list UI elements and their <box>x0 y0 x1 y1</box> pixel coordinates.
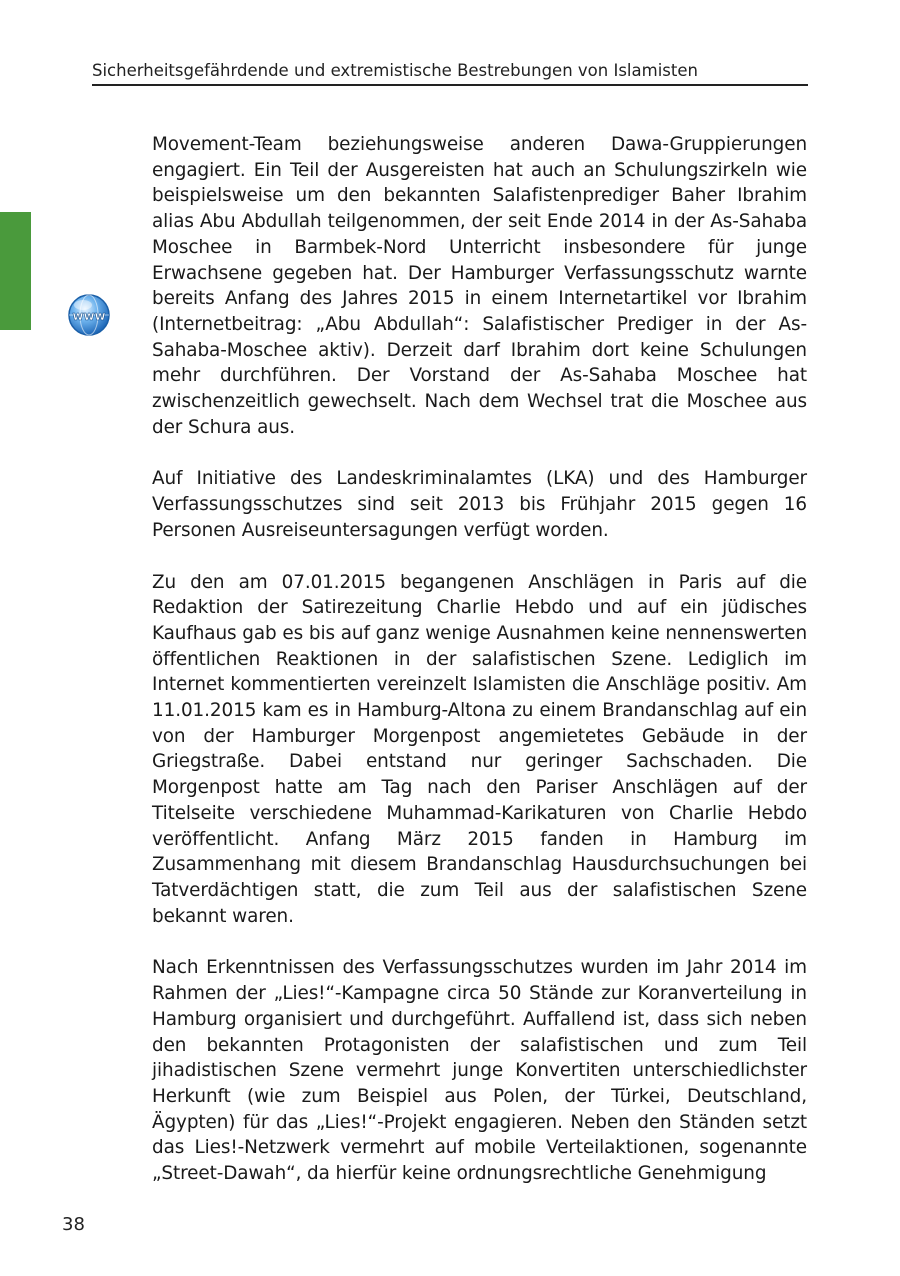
chapter-side-tab <box>0 212 31 330</box>
body-text <box>152 132 807 1213</box>
header-rule <box>92 84 808 86</box>
www-globe-graphic <box>67 293 111 337</box>
paragraph-2: Auf Initiative des Landeskriminalamtes (LKA) und des Hamburger Verfassungsschutzes sind seit 2013 bis Frühjahr 2015 gegen 16 Personen Ausreiseuntersagungen verfügt worden. <box>152 468 807 541</box>
page-number: 38 <box>62 1214 85 1235</box>
running-header: Sicherheitsgefährdende und extremistische Bestrebungen von Islamisten <box>92 61 698 80</box>
www-icon[interactable] <box>67 293 111 337</box>
www-icon-label: www <box>72 309 106 323</box>
paragraph-1: Movement-Team beziehungsweise anderen Dawa-Gruppierungen engagiert. Ein Teil der Ausgereisten hat auch an Schulungszirkeln wie beispielsweise um den bekannten Salafistenprediger Baher Ibrahim alias Abu Abdullah teilgenommen, der seit Ende 2014 in der As-Sahaba Moschee in Barmbek-Nord Unterricht insbesondere für junge Erwachsene gegeben hat. Der Hamburger Verfassungsschutz warnte bereits Anfang des Jahres 2015 in einem Internetartikel vor Ibrahim (Internetbeitrag: „Abu Abdullah“: Salafistischer Prediger in der As-Sahaba-Moschee aktiv). Derzeit darf Ibrahim dort keine Schulungen mehr durchführen. Der Vorstand der As-Sahaba Moschee hat zwischenzeitlich gewechselt. Nach dem Wechsel trat die Moschee aus der Schura aus. <box>152 134 807 438</box>
paragraph-4: Nach Erkenntnissen des Verfassungsschutzes wurden im Jahr 2014 im Rahmen der „Lies!“-Kampagne circa 50 Stände zur Koranverteilung in Hamburg organisiert und durchgeführt. Auffallend ist, dass sich neben den bekannten Protagonisten der salafistischen und zum Teil jihadistischen Szene vermehrt junge Konvertiten unterschiedlichster Herkunft (wie zum Beispiel aus Polen, der Türkei, Deutschland, Ägypten) für das „Lies!“-Projekt engagieren. Neben den Ständen setzt das Lies!-Netzwerk vermehrt auf mobile Verteilaktionen, sogenannte „Street-Dawah“, da hierfür keine ordnungsrechtliche Genehmigung <box>152 957 807 1185</box>
paragraph-3: Zu den am 07.01.2015 begangenen Anschlägen in Paris auf die Redaktion der Satirezeitung Charlie Hebdo und auf ein jüdisches Kaufhaus gab es bis auf ganz wenige Ausnahmen keine nennenswerten öffentlichen Reaktionen in der salafistischen Szene. Lediglich im Internet kommentierten vereinzelt Islamisten die Anschläge positiv. Am 11.01.2015 kam es in Hamburg-Altona zu einem Brandanschlag auf ein von der Hamburger Morgenpost angemietetes Gebäude in der Griegstraße. Dabei entstand nur geringer Sachschaden. Die Morgenpost hatte am Tag nach den Pariser Anschlägen auf der Titelseite verschiedene Muhammad-Karikaturen von Charlie Hebdo veröffentlicht. Anfang März 2015 fanden in Hamburg im Zusammenhang mit diesem Brandanschlag Hausdurchsuchungen bei Tatverdächtigen statt, die zum Teil aus der salafistischen Szene bekannt waren. <box>152 571 807 927</box>
